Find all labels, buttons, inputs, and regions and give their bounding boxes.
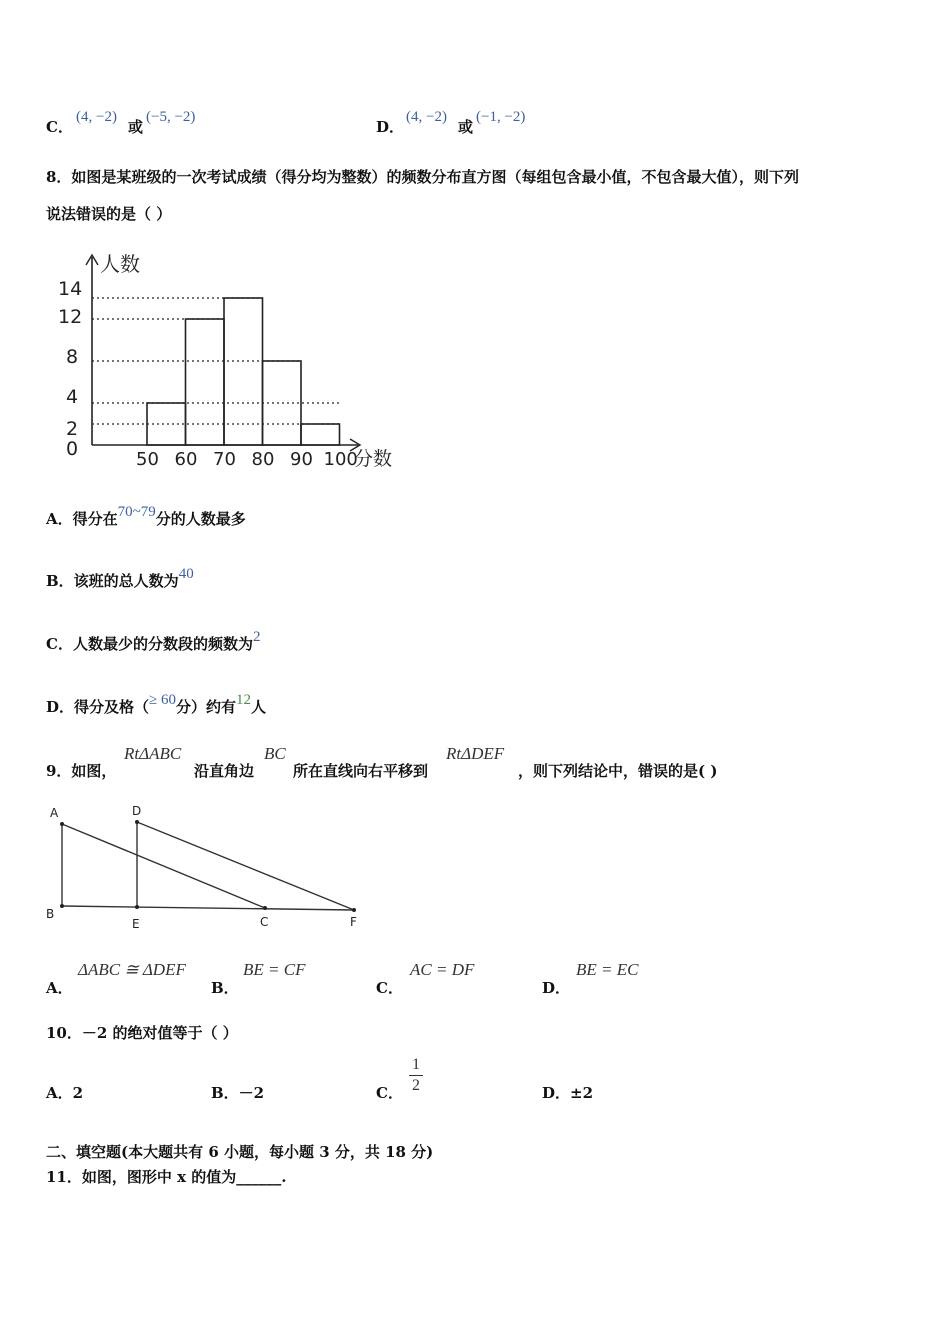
label-f: F [350,915,357,929]
q8-stem-line2: 说法错误的是（ ） [46,205,172,223]
x-tick-50: 50 [136,449,159,470]
q9-stem-t1: 沿直角边 [194,762,255,780]
q9-stem-t3: ，则下列结论中，错误的是( ) [518,762,718,780]
y-tick-8: 8 [66,346,79,368]
q7-option-c-expr1: (4, −2) [76,109,117,125]
segment-ac [62,824,265,908]
label-a: A [50,806,59,820]
q11-stem: 11．如图，图形中 x 的值为______. [46,1168,287,1186]
y-tick-12: 12 [58,306,83,328]
x-tick-60: 60 [174,449,198,470]
label-d: D [132,804,142,818]
q8-option-a-math: 70~79 [117,504,156,520]
x-tick-70: 70 [213,449,236,470]
q10-option-d: D．±2 [542,1084,594,1102]
q8-option-d [46,692,267,717]
q8-option-a [46,504,246,529]
q9-stem-m2: BC [264,744,286,763]
q8-option-d-math1: ≥ 60 [149,692,176,708]
x-axis-title: 分数 [354,448,393,470]
q7-option-d-expr1: (4, −2) [406,109,447,125]
q9-stem-num: 9．如图， [46,762,117,780]
y-tick-2: 2 [66,418,79,440]
q8-option-c [46,629,261,654]
label-b: B [46,907,55,921]
bar-70-80 [224,298,263,445]
x-tick-100: 100 [323,449,358,470]
fraction-denominator: 2 [412,1077,420,1094]
section2-title: 二、填空题(本大题共有 6 小题，每小题 3 分，共 18 分) [46,1143,434,1161]
q9-option-b-label: B． [211,979,239,997]
q8-option-b-pre: B．该班的总人数为 [46,572,179,590]
q8-option-c-pre: C．人数最少的分数段的频数为 [46,635,253,653]
fraction-bar [409,1075,423,1076]
x-tick-90: 90 [290,449,313,470]
q9-figure [40,800,380,935]
q8-option-b [46,566,194,591]
q8-option-a-post: 分的人数最多 [155,510,246,528]
q7-option-d-label: D． [376,118,405,136]
q9-option-c: AC = DF [410,960,475,979]
q10-option-c-label: C． [376,1084,403,1102]
q8-option-d-post: 人 [251,698,267,716]
q7-option-c-expr2: (−5, −2) [146,109,196,125]
q9-option-a-label: A． [46,979,73,997]
q9-option-d: BE = EC [576,960,639,979]
x-tick-80: 80 [251,449,275,470]
y-tick-0: 0 [66,438,79,460]
q10-option-b: B．－2 [211,1084,265,1102]
q10-option-a: A．2 [46,1084,84,1102]
q8-option-c-math: 2 [252,629,261,645]
q9-stem-t2: 所在直线向右平移到 [293,762,429,780]
q8-histogram [40,245,410,475]
label-e: E [132,917,140,931]
q7-option-c-label: C． [46,118,73,136]
q9-stem-m1: RtΔABC [124,744,182,763]
q10-option-c-fraction [409,1056,423,1095]
bar-60-70 [186,319,225,445]
q9-stem-m3: RtΔDEF [446,744,505,763]
y-tick-4: 4 [66,386,79,408]
segment-bf [62,906,354,910]
q8-option-b-math: 40 [178,566,194,582]
y-tick-14: 14 [58,278,83,300]
q7-option-d-or: 或 [458,118,474,136]
q8-option-d-pre: D．得分及格（ [46,698,150,716]
fraction-numerator: 1 [412,1056,420,1073]
q9-option-b: BE = CF [243,960,306,979]
q9-option-c-label: C． [376,979,403,997]
y-axis-title: 人数 [100,252,140,276]
q8-option-d-mid: 分）约有 [176,698,237,716]
label-c: C [260,915,269,929]
q7-option-d-expr2: (−1, −2) [476,109,526,125]
q8-option-d-math2: 12 [236,692,252,708]
bar-90-100 [301,424,340,445]
q8-stem-line1: 8．如图是某班级的一次考试成绩（得分均为整数）的频数分布直方图（每组包含最小值，不包含最大值），则下列 [46,168,799,186]
q9-option-d-label: D． [542,979,571,997]
q8-option-a-pre: A．得分在 [46,510,118,528]
q10-stem: 10．－2 的绝对值等于（ ） [46,1024,238,1042]
segment-df [137,822,354,910]
q7-option-c-or: 或 [128,118,144,136]
q9-option-a: ΔABC ≅ ΔDEF [78,960,186,979]
